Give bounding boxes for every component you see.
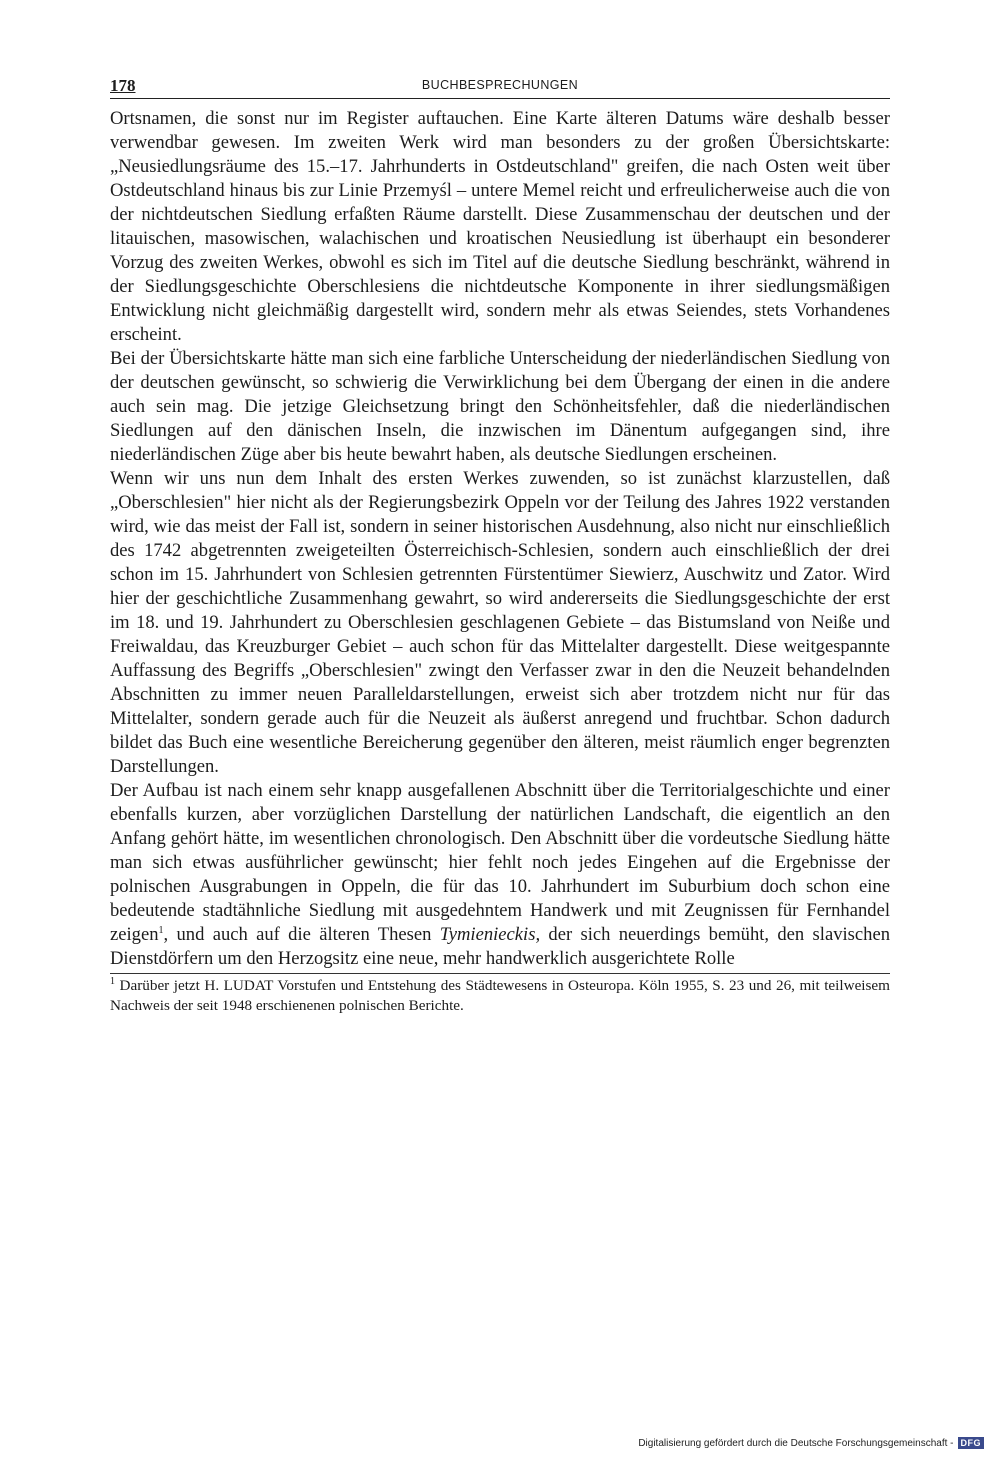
- funding-notice: [638, 1437, 984, 1449]
- footnote-text: Darüber jetzt H. LUDAT Vorstufen und Entstehung des Städtewesens in Osteuropa. Köln 1955, S. 23 und 26, mit teilweisem Nachweis der seit 1948 erschienenen polnischen Berichte.: [110, 977, 890, 1014]
- page-number: 178: [110, 76, 136, 95]
- running-head: [110, 76, 890, 99]
- footnote: [110, 976, 890, 1016]
- footnote-marker: 1: [110, 975, 115, 987]
- author-name-italic: Tymienieckis,: [439, 924, 541, 945]
- footnote-divider: [110, 973, 890, 974]
- paragraph: Ortsnamen, die sonst nur im Register auftauchen. Eine Karte älteren Datums wäre deshalb besser verwendbar gewesen. Im zweiten Werk wird man besonders zu der großen Übersichtskarte: „Neusiedlungsräume des 15.–17. Jahrhunderts in Ostdeutschland" greifen, die nach Osten weit über Ostdeutschland hinaus bis zur Linie Przemyśl – untere Memel reicht und erfreulicherweise auch die von der nichtdeutschen Siedlung erfaßten Räume darstellt. Diese Zusammenschau der deutschen und der litauischen, masowischen, walachischen und kroatischen Neusiedlung ist überhaupt ein besonderer Vorzug des zweiten Werkes, obwohl es sich im Titel auf die deutsche Siedlung beschränkt, während in der Siedlungsgeschichte Oberschlesiens die nichtdeutsche Komponente in ihrer siedlungsmäßigen Entwicklung nicht gleichmäßig dargestellt wird, sondern mehr als etwas Seiendes, stets Vorhandenes erscheint.: [110, 108, 890, 345]
- paragraph: Bei der Übersichtskarte hätte man sich eine farbliche Unterscheidung der niederländischen Siedlung von der deutschen gewünscht, so schwierig die Verwirklichung bei dem Übergang der einen in die andere auch sein mag. Die jetzige Gleichsetzung bringt den Schönheitsfehler, daß die niederländischen Siedlungen auf den dänischen Inseln, die inzwischen im Dänentum aufgegangen sind, ihre niederländischen Züge aber bis heute bewahrt haben, als deutsche Siedlungen erscheinen.: [110, 348, 890, 465]
- body-text: [110, 107, 890, 971]
- paragraph-text: Der Aufbau ist nach einem sehr knapp ausgefallenen Abschnitt über die Territorialgeschichte und einer ebenfalls kurzen, aber vorzüglichen Darstellung der natürlichen Landschaft, die eigentlich an den Anfang gehört hätte, im wesentlichen chronologisch. Den Abschnitt über die vordeutsche Siedlung hätte man sich etwas ausführlicher gewünscht; hier fehlt noch jedes Eingehen auf die Ergebnisse der polnischen Ausgrabungen in Oppeln, die für das 10. Jahrhundert im Suburbium doch schon eine bedeutende stadtähnliche Siedlung mit ausgedehntem Handwerk und mit Zeugnissen für Fernhandel zeigen: [110, 780, 890, 945]
- paragraph: Wenn wir uns nun dem Inhalt des ersten Werkes zuwenden, so ist zunächst klarzustellen, daß „Oberschlesien" hier nicht als der Regierungsbezirk Oppeln vor der Teilung des Jahres 1922 verstanden wird, wie das meist der Fall ist, sondern in seiner historischen Ausdehnung, also nicht nur einschließlich des 1742 abgetrennten zweigeteilten Österreichisch-Schlesien, sondern auch einschließlich der drei schon im 15. Jahrhundert von Schlesien getrennten Fürstentümer Siewierz, Auschwitz und Zator. Wird hier der geschichtliche Zusammenhang gewahrt, so wird andererseits die Siedlungsgeschichte der erst im 18. und 19. Jahrhundert zu Oberschlesien geschlagenen Gebiete – das Bistumsland von Neiße und Freiwaldau, das Kreuzburger Gebiet – auch schon für das Mittelalter dargestellt. Diese weitgespannte Auffassung des Begriffs „Oberschlesien" zwingt den Verfasser zwar in den die Neuzeit behandelnden Abschnitten zu immer neuen Paralleldarstellungen, erweist sich aber trotzdem nicht nur für das Mittelalter, sondern gerade auch für die Neuzeit als äußerst anregend und fruchtbar. Schon dadurch bildet das Buch eine wesentliche Bereicherung gegenüber den älteren, meist räumlich enger begrenzten Darstellungen.: [110, 468, 890, 777]
- paragraph-text: , und auch auf die älteren Thesen: [163, 924, 440, 945]
- paragraph-text: der sich neuerdings bemüht, den slavischen Dienstdörfern um den Herzogsitz eine neue, mehr handwerklich ausgerichtete Rolle: [110, 924, 890, 969]
- footnote-reference: 1: [158, 924, 164, 936]
- funding-notice-text: Digitalisierung gefördert durch die Deutsche Forschungsgemeinschaft -: [638, 1437, 954, 1449]
- running-title: BUCHBESPRECHUNGEN: [421, 78, 579, 92]
- dfg-logo: DFG: [958, 1437, 985, 1449]
- paragraph-last: [110, 779, 890, 971]
- page: [110, 76, 890, 1016]
